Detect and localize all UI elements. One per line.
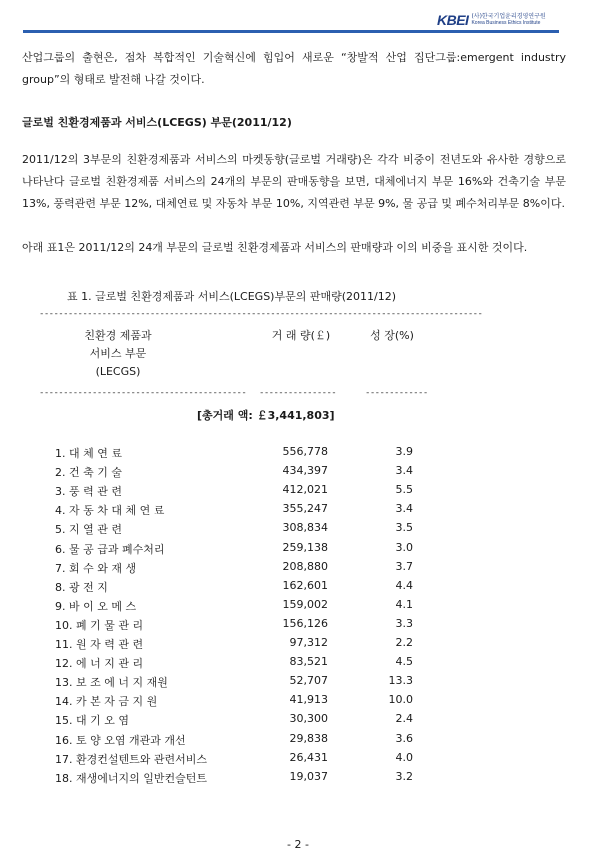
sales-amount: 308,834: [282, 521, 328, 535]
header-rule: [23, 30, 559, 33]
table-row: [0, 674, 596, 693]
sales-amount: 156,126: [282, 616, 328, 630]
sector-name: 14. 카 본 자 금 지 원: [55, 695, 158, 709]
table-row: [0, 712, 596, 731]
sales-amount: 30,300: [289, 712, 328, 726]
table-row: [0, 655, 596, 674]
sales-amount: 556,778: [282, 445, 328, 458]
table-row: [0, 502, 596, 521]
header-rule-growth: -------------: [365, 388, 428, 398]
table-row: [0, 617, 596, 636]
growth-rate: 4.5: [395, 655, 413, 669]
sales-amount: 162,601: [282, 578, 328, 592]
sales-amount: 19,037: [289, 769, 328, 783]
logo-text: [471, 13, 545, 27]
table-top-rule: --------------------------------------------------------------------------------------------: [39, 309, 483, 319]
sector-name: 18. 재생에너지의 일반컨슬턴트: [55, 771, 207, 785]
growth-rate: 3.2: [395, 769, 413, 783]
sales-amount: 83,521: [289, 655, 328, 669]
sector-name: 5. 지 열 관 련: [55, 523, 122, 537]
growth-rate: 4.0: [395, 750, 413, 764]
table-row: [0, 541, 596, 560]
sector-name: 10. 폐 기 물 관 리: [55, 618, 144, 632]
column-header-amount: 거 래 량(￡): [271, 329, 331, 342]
body-paragraph: 2011/12의 3부문의 친환경제품과 서비스의 마켓동향(글로벌 거래량)은 각각 비중이 전년도와 유사한 경향으로 나타난다 글로벌 친환경제품 서비스의 24개의 부문의 판매동향을 보면, 대체에너지 부문 16%와 건축기술 부문 13%, 풍력관련 부문 12%, 대체연료 및 자동차 부문 10%, 지역관련 부문 9%, 물 공급 및 폐수처리부문 8%이다.: [22, 153, 566, 210]
table-row: [0, 693, 596, 712]
sales-amount: 355,247: [282, 502, 328, 516]
growth-rate: 3.6: [395, 731, 413, 745]
header-rule-sector: -------------------------------------------: [39, 388, 247, 398]
sector-name: 16. 토 양 오염 개관과 개선: [55, 733, 186, 747]
total-transaction-amount: [총거래 액: ￡3,441,803]: [197, 409, 335, 422]
header-rule-amount: ----------------: [259, 388, 337, 398]
sales-amount: 52,707: [289, 674, 328, 688]
growth-rate: 3.9: [395, 445, 413, 458]
growth-rate: 2.4: [395, 712, 413, 726]
growth-rate: 3.0: [395, 540, 413, 554]
sector-name: 4. 자 동 차 대 체 연 료: [55, 504, 165, 518]
sector-name: 8. 광 전 지: [55, 580, 108, 594]
sector-name: 11. 원 자 력 관 련: [55, 638, 144, 651]
sector-name: 9. 바 이 오 메 스: [55, 599, 137, 613]
sales-amount: 259,138: [282, 540, 328, 554]
sector-name: 1. 대 체 연 료: [55, 447, 122, 460]
sector-name: 17. 환경컨설텐트와 관련서비스: [55, 752, 207, 766]
growth-rate: 4.4: [395, 578, 413, 592]
sector-name: 15. 대 기 오 염: [55, 714, 129, 728]
logo-mark: KBEI: [437, 12, 469, 28]
table-row: [0, 560, 596, 579]
logo-korean-name: (사)한국기업윤리경영연구원: [471, 13, 546, 20]
body-paragraph-2: 아래 표1은 2011/12의 24개 부문의 글로벌 친환경제품과 서비스의 판매량과 이의 비중을 표시한 것이다.: [22, 241, 528, 254]
sales-amount: 41,913: [289, 693, 328, 707]
table-row: [0, 598, 596, 617]
page-number: - 2 -: [287, 838, 309, 851]
sales-amount: 434,397: [282, 464, 328, 478]
section-heading: 글로벌 친환경제품과 서비스(LCEGS) 부문(2011/12): [22, 116, 292, 129]
table-row: [0, 521, 596, 540]
table-caption: 표 1. 글로벌 친환경제품과 서비스(LCEGS)부문의 판매량(2011/12): [67, 290, 396, 303]
sector-name: 2. 건 축 기 술: [55, 466, 122, 480]
table-row: [0, 770, 596, 789]
growth-rate: 3.4: [395, 502, 413, 516]
table-row: [0, 464, 596, 483]
growth-rate: 10.0: [388, 693, 413, 707]
sector-name: 12. 에 너 지 관 리: [55, 657, 144, 671]
intro-paragraph: 산업그룹의 출현은, 점차 복합적인 기술혁신에 힘입어 새로운 “창발적 산업 집단그룹:emergent industry group”의 형태로 발전해 나갈 것이다.: [22, 51, 566, 86]
table-row: [0, 579, 596, 598]
growth-rate: 5.5: [395, 483, 413, 497]
sales-amount: 26,431: [289, 750, 328, 764]
table-row: [0, 445, 596, 464]
growth-rate: 3.4: [395, 464, 413, 478]
growth-rate: 3.5: [395, 521, 413, 535]
sales-amount: 97,312: [289, 636, 328, 649]
institute-logo: [437, 13, 546, 27]
sales-amount: 208,880: [282, 559, 328, 573]
sector-name: 13. 보 조 에 너 지 재원: [55, 676, 168, 690]
growth-rate: 13.3: [388, 674, 413, 688]
column-header-sector-line1: 친환경 제품과: [84, 329, 152, 342]
table-row: [0, 636, 596, 655]
sales-amount: 29,838: [289, 731, 328, 745]
column-header-sector-line3: (LECGS): [95, 365, 141, 378]
table-row: [0, 483, 596, 502]
logo-english-name: Korea Business Ethics Institute: [471, 20, 541, 26]
sector-name: 6. 물 공 급과 폐수처리: [55, 542, 165, 556]
column-header-sector: [53, 327, 183, 381]
sector-name: 3. 풍 력 관 련: [55, 485, 122, 499]
sales-amount: 159,002: [282, 597, 328, 611]
sales-amount: 412,021: [282, 483, 328, 497]
growth-rate: 3.3: [395, 616, 413, 630]
sector-name: 7. 회 수 와 재 생: [55, 561, 137, 575]
table-row: [0, 732, 596, 751]
growth-rate: 4.1: [395, 597, 413, 611]
table-row: [0, 751, 596, 770]
column-header-growth: 성 장(%): [370, 329, 414, 342]
column-header-sector-line2: 서비스 부문: [89, 347, 147, 360]
growth-rate: 3.7: [395, 559, 413, 573]
page-header: [0, 0, 596, 34]
growth-rate: 2.2: [395, 636, 413, 649]
